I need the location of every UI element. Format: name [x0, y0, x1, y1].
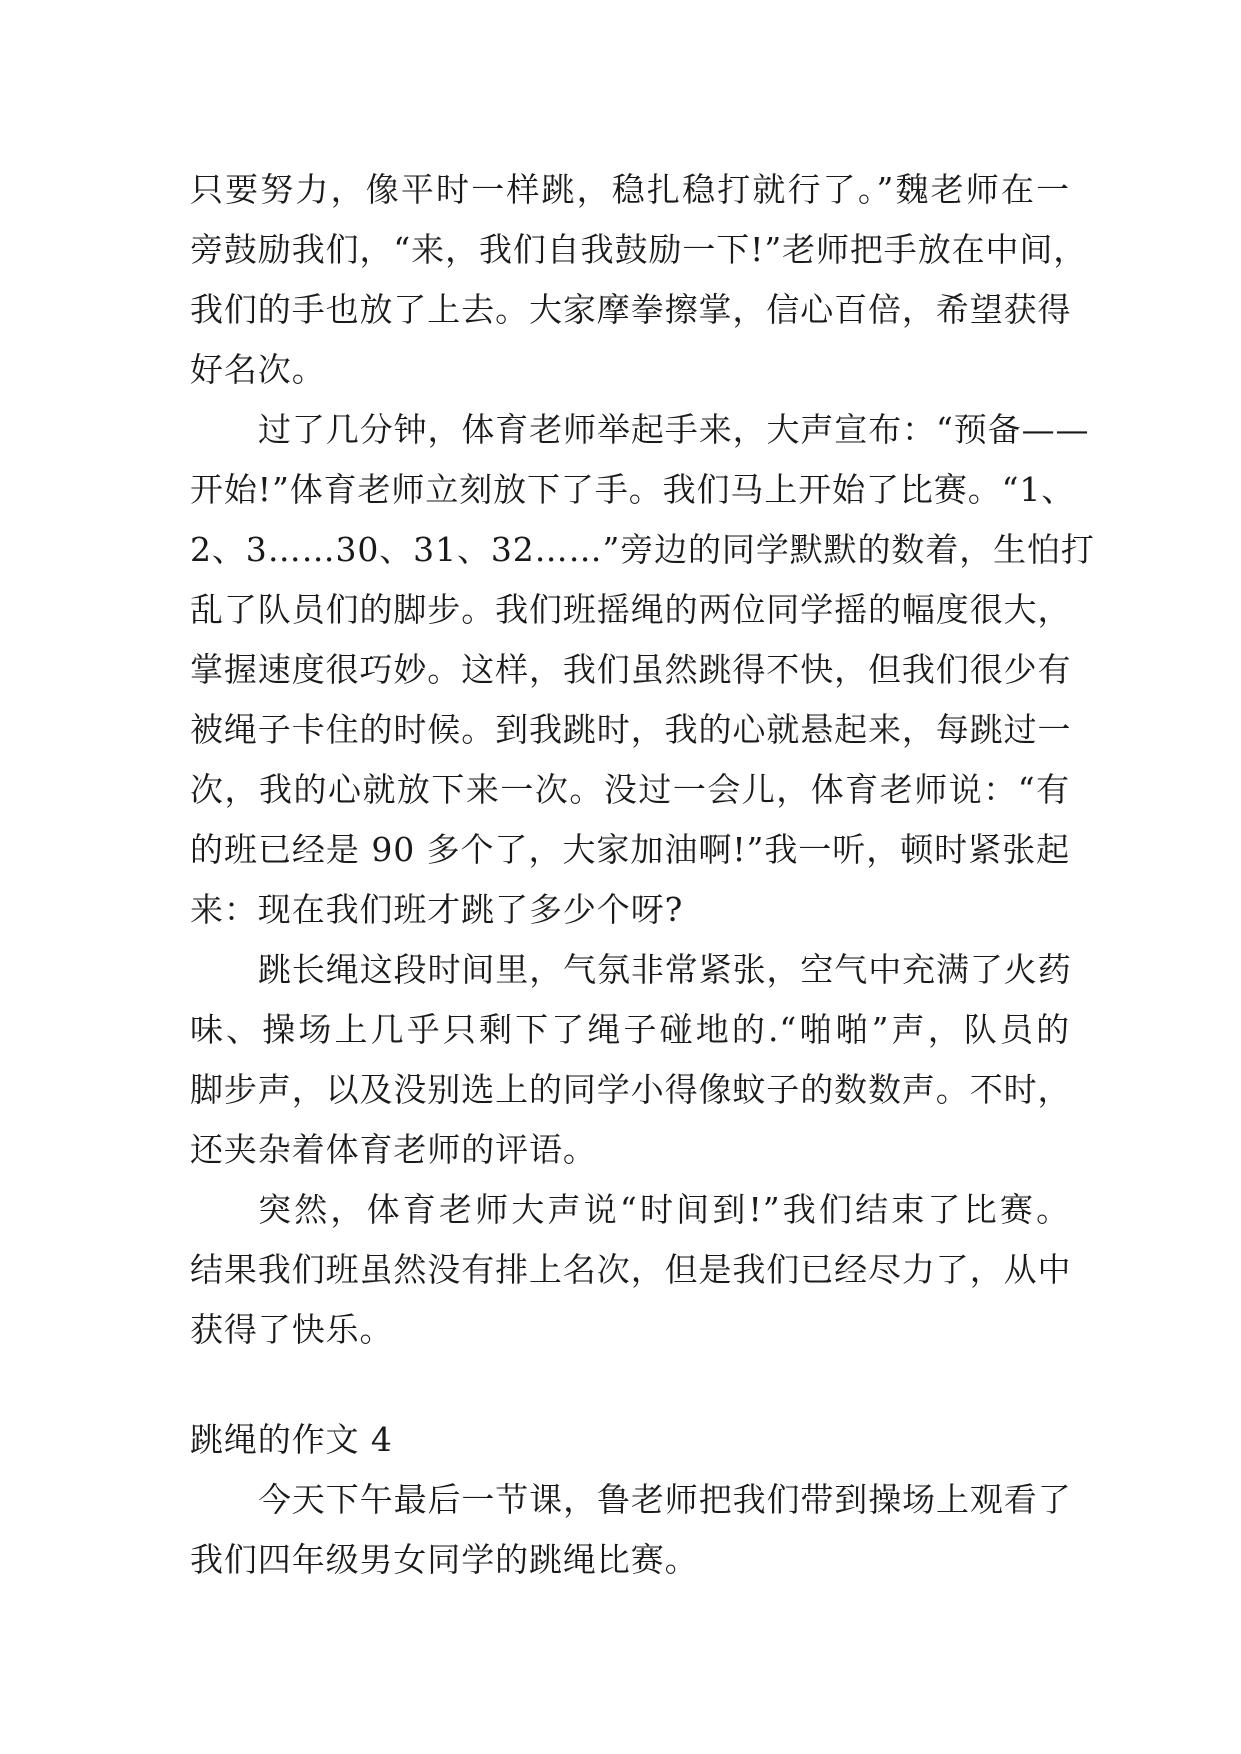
document-page	[190, 160, 1095, 1590]
text-line: 来：现在我们班才跳了多少个呀?	[190, 890, 684, 929]
section-gap	[190, 1360, 1070, 1410]
text-line: 2、3……30、31、32……”旁边的同学默默的数着，生怕打	[190, 530, 1095, 569]
text-line: 我们的手也放了上去。大家摩拳擦掌，信心百倍，希望获得	[190, 290, 1072, 329]
paragraph-1	[190, 160, 1088, 400]
text-line: 脚步声，以及没别选上的同学小得像蚊子的数数声。不时，	[190, 1070, 1072, 1109]
text-line: 掌握速度很巧妙。这样，我们虽然跳得不快，但我们很少有	[190, 650, 1072, 689]
text-line: 开始!”体育老师立刻放下了手。我们马上开始了比赛。“1、	[190, 470, 1076, 509]
text-line: 好名次。	[190, 350, 326, 389]
paragraph-2	[190, 400, 1095, 940]
paragraph-4	[190, 1180, 1070, 1360]
text-line: 味、操场上几乎只剩下了绳子碰地的.“啪啪”声，队员的	[190, 1010, 1070, 1049]
text-line: 过了几分钟，体育老师举起手来，大声宣布：“预备——	[258, 410, 1090, 449]
text-line: 突然，体育老师大声说“时间到!”我们结束了比赛。	[258, 1190, 1070, 1229]
text-line: 今天下午最后一节课，鲁老师把我们带到操场上观看了	[258, 1480, 1072, 1519]
text-line: 的班已经是 90 多个了，大家加油啊!”我一听，顿时紧张起	[190, 830, 1070, 869]
text-line: 获得了快乐。	[190, 1310, 394, 1349]
paragraph-5	[190, 1470, 1070, 1590]
text-line: 我们四年级男女同学的跳绳比赛。	[190, 1540, 699, 1579]
text-line: 旁鼓励我们，“来，我们自我鼓励一下!”老师把手放在中间，	[190, 230, 1088, 269]
text-line: 结果我们班虽然没有排上名次，但是我们已经尽力了，从中	[190, 1250, 1072, 1289]
text-line: 只要努力，像平时一样跳，稳扎稳打就行了。”魏老师在一	[190, 170, 1070, 209]
text-line: 跳长绳这段时间里，气氛非常紧张，空气中充满了火药	[258, 950, 1072, 989]
paragraph-3	[190, 940, 1070, 1180]
text-line: 被绳子卡住的时候。到我跳时，我的心就悬起来，每跳过一	[190, 710, 1072, 749]
text-line: 次，我的心就放下来一次。没过一会儿，体育老师说：“有	[190, 770, 1070, 809]
text-line: 还夹杂着体育老师的评语。	[190, 1130, 597, 1169]
section-heading: 跳绳的作文 4	[190, 1420, 393, 1459]
text-line: 乱了队员们的脚步。我们班摇绳的两位同学摇的幅度很大，	[190, 590, 1072, 629]
